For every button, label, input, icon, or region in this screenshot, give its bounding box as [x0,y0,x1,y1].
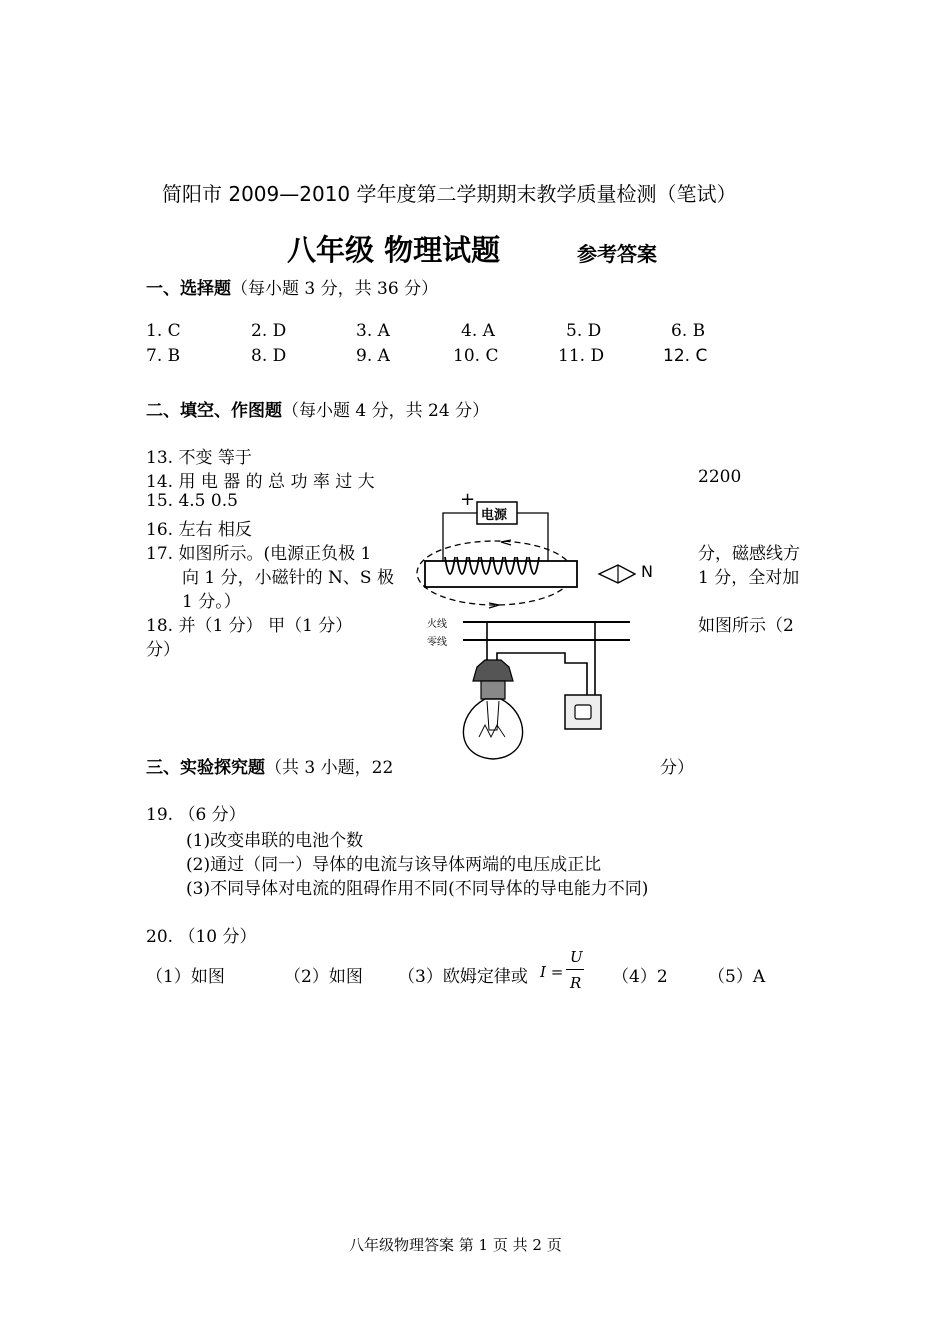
answer-4: 4. A [461,321,495,341]
answer-10: 10. C [453,346,499,366]
lamp-holder [473,660,513,681]
plus-sign: + [460,489,476,510]
formula-lhs: I = [540,963,564,981]
section3-note-right: 分） [660,758,694,778]
q20-part-2: （2）如图 [284,967,363,987]
q19-item-1: (1)改变串联的电池个数 [186,831,364,851]
answer-11: 11. D [558,346,605,366]
answer-5: 5. D [566,321,602,341]
live-wire-label: 火线 [427,619,447,630]
q15-answer: 15. 4.5 0.5 [146,491,238,511]
neutral-wire-label: 零线 [427,637,447,648]
compass-needle [599,565,635,583]
q17-line-1-right: 分，磁感线方 [698,544,800,564]
section1-title: 一、选择题 [146,279,231,299]
q20-part-3: （3）欧姆定律或 [398,967,528,987]
q14-answer-right: 2200 [698,467,742,487]
section3-heading [146,753,393,778]
q17-line-1: 17. 如图所示。(电源正负极 1 [146,544,372,564]
answers-row-2 [146,346,707,366]
page-footer: 八年级物理答案 第 1 页 共 2 页 [349,1236,562,1254]
circuit-figure [415,485,675,775]
north-label: N [641,562,653,581]
q17-line-2-right: 1 分，全对加 [698,568,800,588]
page-title: 八年级 物理试题 [287,233,501,267]
answer-3: 3. A [356,321,390,341]
q17-line-3: 1 分。） [182,592,241,612]
answer-2: 2. D [251,321,287,341]
fraction-bar [566,969,584,970]
q20-part-5: （5）A [708,967,766,987]
formula-numerator: U [570,948,583,966]
answers-row-1 [146,321,705,341]
header-line: 简阳市 2009—2010 学年度第二学期期末教学质量检测（笔试） [162,182,737,206]
q16-answer: 16. 左右 相反 [146,520,252,540]
section3-title: 三、实验探究题 [146,758,265,778]
answer-1: 1. C [146,321,181,341]
section2-note: （每小题 4 分，共 24 分） [282,401,490,421]
q18-line-1: 18. 并（1 分） 甲（1 分） [146,616,353,636]
page-subtitle: 参考答案 [577,242,657,266]
answer-8: 8. D [251,346,287,366]
q19-item-3: (3)不同导体对电流的阻碍作用不同(不同导体的导电能力不同) [186,879,649,899]
formula-denominator: R [570,974,582,992]
q19-heading: 19. （6 分） [146,805,246,825]
section2-heading [146,396,489,421]
q18-line-1-right: 如图所示（2 [698,616,794,636]
q17-line-2: 向 1 分，小磁针的 N、S 极 [182,568,394,588]
section3-note: （共 3 小题，22 [265,758,394,778]
light-bulb [463,699,522,759]
power-supply-label: 电源 [481,508,508,523]
section1-note: （每小题 3 分，共 36 分） [231,279,439,299]
q20-heading: 20. （10 分） [146,927,257,947]
answer-6: 6. B [671,321,706,341]
section2-title: 二、填空、作图题 [146,401,282,421]
section1-heading [146,274,438,299]
answer-9: 9. A [356,346,390,366]
q20-part-1: （1）如图 [146,967,225,987]
q18-line-2: 分） [146,640,180,660]
q20-part-4: （4）2 [612,967,668,987]
q14-answer: 14. 用 电 器 的 总 功 率 过 大 [146,472,375,492]
answer-12: 12. C [663,346,708,366]
q19-item-2: (2)通过（同一）导体的电流与该导体两端的电压成正比 [186,855,602,875]
q13-answer: 13. 不变 等于 [146,448,252,468]
answer-7: 7. B [146,346,181,366]
